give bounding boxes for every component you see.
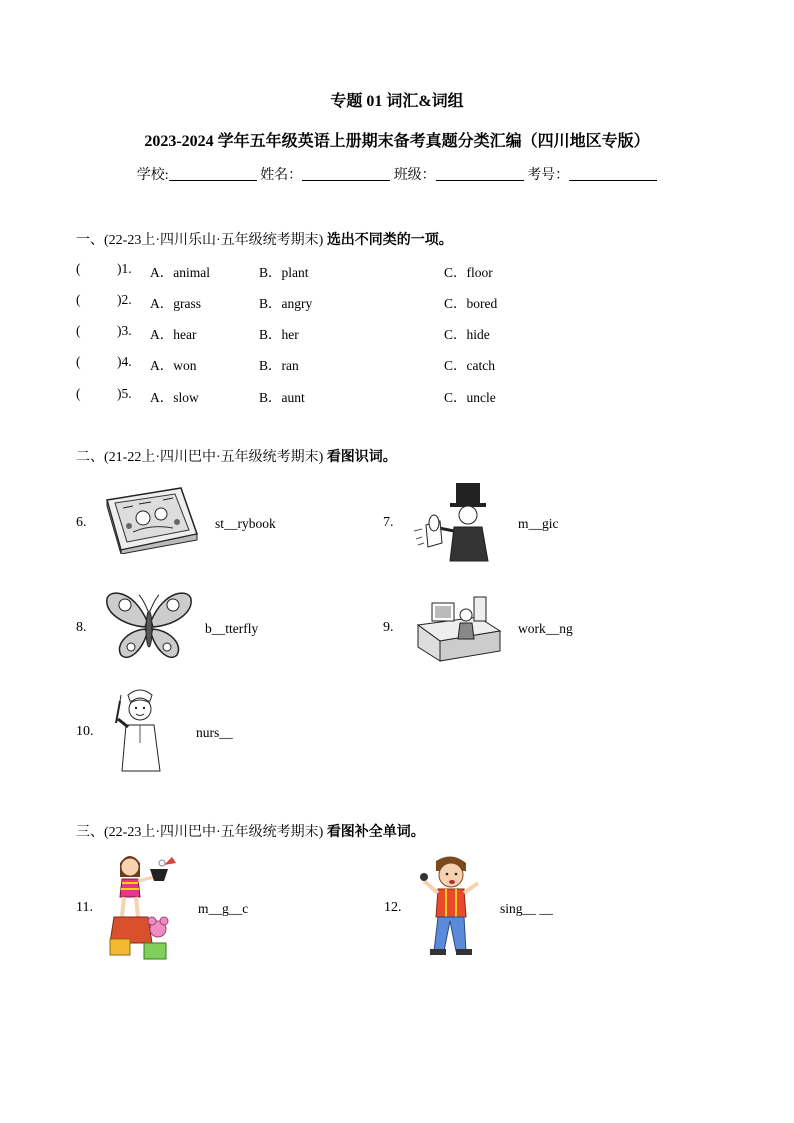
- section-1-heading: [76, 229, 453, 249]
- section-3-instruction: 看图补全单词。: [326, 825, 425, 840]
- page-title: 专题 01 词汇&词组: [330, 93, 464, 110]
- question-5-number: )5.: [117, 386, 132, 401]
- question-1-option-a: A．animal: [150, 265, 210, 280]
- item-8-word: b__tterfly: [205, 621, 259, 636]
- working-icon: [414, 595, 502, 663]
- item-12-word: sing__ __: [500, 901, 553, 916]
- school-label: 学校:: [136, 168, 169, 183]
- question-1-number: )1.: [117, 261, 132, 276]
- item-10-word: nurs__: [196, 725, 233, 740]
- question-5-open-paren[interactable]: (: [76, 386, 81, 401]
- question-1-option-b: B．plant: [259, 265, 309, 280]
- question-3-option-b: B．her: [259, 327, 299, 342]
- name-blank[interactable]: [302, 166, 390, 181]
- section-2-source: 二、(21-22上·四川巴中·五年级统考期末): [76, 450, 327, 465]
- question-4-open-paren[interactable]: (: [76, 354, 81, 369]
- question-2-number: )2.: [117, 292, 132, 307]
- question-4-number: )4.: [117, 354, 132, 369]
- section-1-source: 一、(22-23上·四川乐山·五年级统考期末): [76, 233, 327, 248]
- question-2-open-paren[interactable]: (: [76, 292, 81, 307]
- question-3-open-paren[interactable]: (: [76, 323, 81, 338]
- section-3-heading: [76, 821, 425, 841]
- student-info-line: [0, 164, 794, 184]
- magic-girl-icon: [106, 847, 190, 963]
- class-label: 班级：: [393, 168, 436, 183]
- magician-icon: [410, 481, 496, 563]
- question-3-number: )3.: [117, 323, 132, 338]
- item-10-number: 10.: [76, 724, 94, 739]
- question-4-option-c: C．catch: [444, 358, 495, 373]
- section-2-heading: [76, 446, 397, 466]
- question-2-option-b: B．angry: [259, 296, 313, 311]
- item-12-number: 12.: [384, 900, 402, 915]
- exam-number-blank[interactable]: [569, 166, 657, 181]
- item-6-number: 6.: [76, 515, 87, 530]
- item-8-number: 8.: [76, 620, 87, 635]
- question-1-open-paren[interactable]: (: [76, 261, 81, 276]
- class-blank[interactable]: [436, 166, 524, 181]
- name-label: 姓名：: [260, 168, 303, 183]
- question-5-option-b: B．aunt: [259, 390, 305, 405]
- question-4-option-a: A．won: [150, 358, 197, 373]
- school-blank[interactable]: [169, 166, 257, 181]
- singing-boy-icon: [412, 853, 490, 957]
- nurse-icon: [108, 683, 168, 773]
- question-3-option-c: C．hide: [444, 327, 490, 342]
- storybook-icon: [103, 486, 199, 554]
- item-9-number: 9.: [383, 620, 394, 635]
- page-subtitle: 2023-2024 学年五年级英语上册期末备考真题分类汇编（四川地区专版）: [144, 133, 650, 150]
- question-3-option-a: A．hear: [150, 327, 197, 342]
- question-2-option-a: A．grass: [150, 296, 201, 311]
- item-11-word: m__g__c: [198, 901, 249, 916]
- section-2-instruction: 看图识词。: [326, 450, 397, 465]
- question-5-option-a: A．slow: [150, 390, 199, 405]
- item-11-number: 11.: [76, 900, 93, 915]
- section-1-instruction: 选出不同类的一项。: [326, 233, 453, 248]
- exam-number-label: 考号：: [527, 168, 570, 183]
- question-1-option-c: C．floor: [444, 265, 493, 280]
- question-5-option-c: C．uncle: [444, 390, 496, 405]
- item-7-number: 7.: [383, 515, 394, 530]
- item-9-word: work__ng: [518, 621, 573, 636]
- item-6-word: st__rybook: [215, 516, 276, 531]
- butterfly-icon: [103, 585, 195, 665]
- question-4-option-b: B．ran: [259, 358, 299, 373]
- question-2-option-c: C．bored: [444, 296, 498, 311]
- section-3-source: 三、(22-23上·四川巴中·五年级统考期末): [76, 825, 327, 840]
- item-7-word: m__gic: [518, 516, 559, 531]
